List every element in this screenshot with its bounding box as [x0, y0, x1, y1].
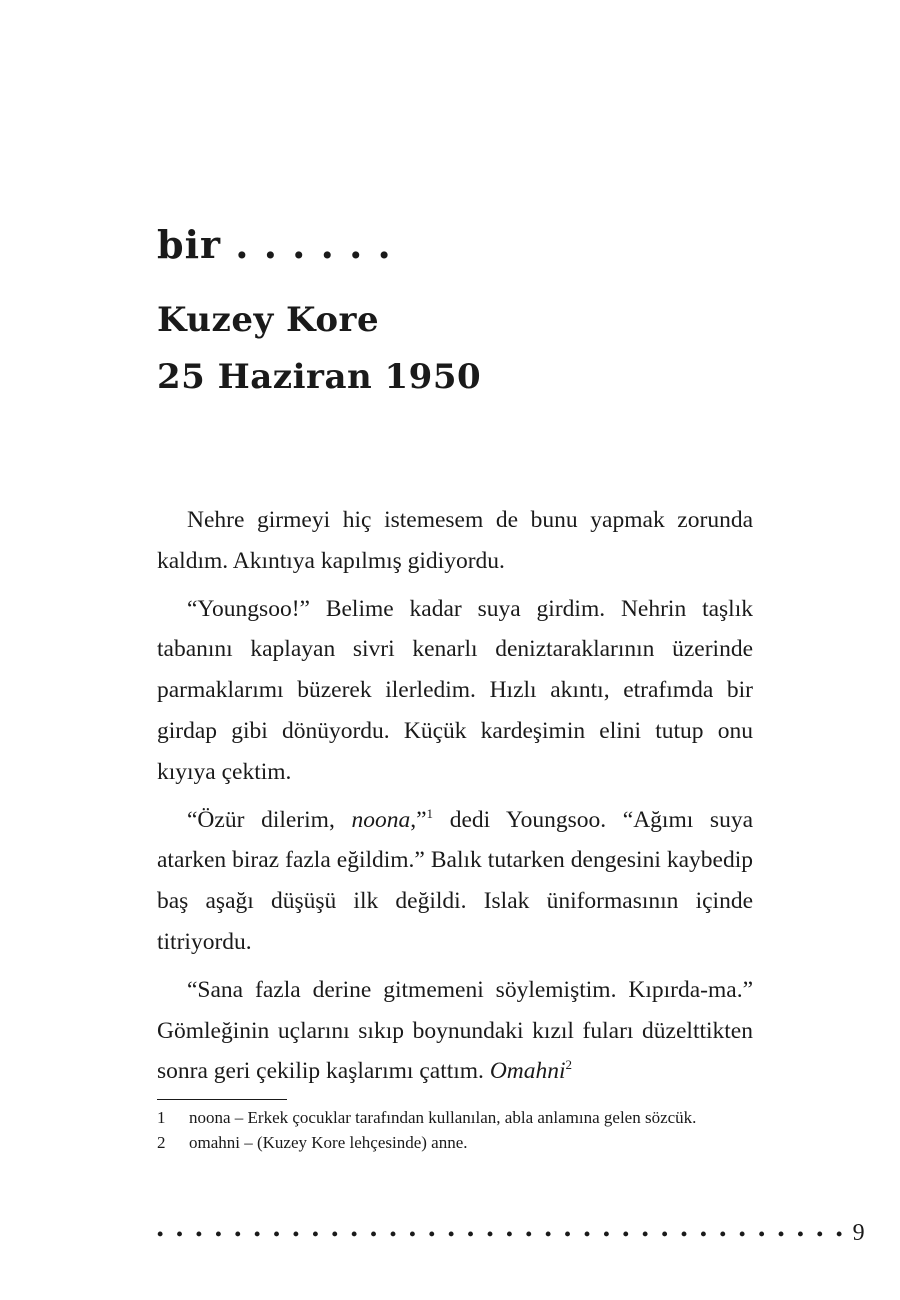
chapter-title: [157, 292, 481, 406]
paragraph-4: [157, 970, 753, 1092]
chapter-number-label: bir . . . . . .: [157, 222, 392, 267]
page-footer: [157, 1220, 865, 1247]
footnote-number: 2: [157, 1132, 166, 1152]
paragraph-4-part-1: “Sana fazla derine gitmemeni söylemiştim. Kıpırda-ma.” Gömleğinin uçlarını sıkıp boynundaki kızıl fuları düzelttikten sonra geri çekilip kaşlarımı çattım.: [157, 976, 753, 1085]
chapter-title-date: 25 Haziran 1950: [157, 357, 482, 397]
footnote-text: noona – Erkek çocuklar tarafından kullanılan, abla anlamına gelen sözcük.: [189, 1108, 697, 1127]
footnotes: [157, 1106, 753, 1155]
italic-term-noona: noona: [351, 806, 411, 833]
chapter-title-location: Kuzey Kore: [157, 300, 380, 340]
paragraph-3-part-3: dedi Youngsoo. “Ağımı suya atarken biraz fazla eğildim.” Balık tutarken dengesini kaybedip baş aşağı düşüşü ilk değildi. Islak üniformasının içinde titriyordu.: [157, 806, 753, 955]
footnote-2: [157, 1131, 753, 1155]
paragraph-2: “Youngsoo!” Belime kadar suya girdim. Nehrin taşlık tabanını kaplayan sivri kenarlı deniztaraklarının üzerinde parmaklarımı büzerek ilerledim. Hızlı akıntı, etrafımda bir girdap gibi dönüyordu. Küçük kardeşimin elini tutup onu kıyıya çektim.: [157, 595, 753, 785]
dotted-leader: • • • • • • • • • • • • • • • • • • • • • • • • • • • • • • • • • • • •: [157, 1224, 847, 1244]
footnote-ref-1: 1: [426, 805, 434, 821]
footnote-text: omahni – (Kuzey Kore lehçesinde) anne.: [189, 1132, 468, 1152]
page-number: 9: [852, 1220, 865, 1246]
paragraph-3-part-1: “Özür dilerim,: [187, 806, 352, 833]
body-text: [157, 500, 753, 1099]
italic-term-omahni: Omahni: [489, 1058, 566, 1085]
footnote-ref-2: 2: [565, 1057, 573, 1073]
footnote-number: 1: [157, 1108, 166, 1127]
paragraph-3: [157, 800, 753, 963]
footnote-1: [157, 1106, 753, 1130]
paragraph-1: Nehre girmeyi hiç istemesem de bunu yapmak zorunda kaldım. Akıntıya kapılmış gidiyordu.: [157, 507, 753, 574]
footnote-divider: [157, 1099, 287, 1100]
paragraph-3-part-2: ,”: [410, 806, 427, 833]
